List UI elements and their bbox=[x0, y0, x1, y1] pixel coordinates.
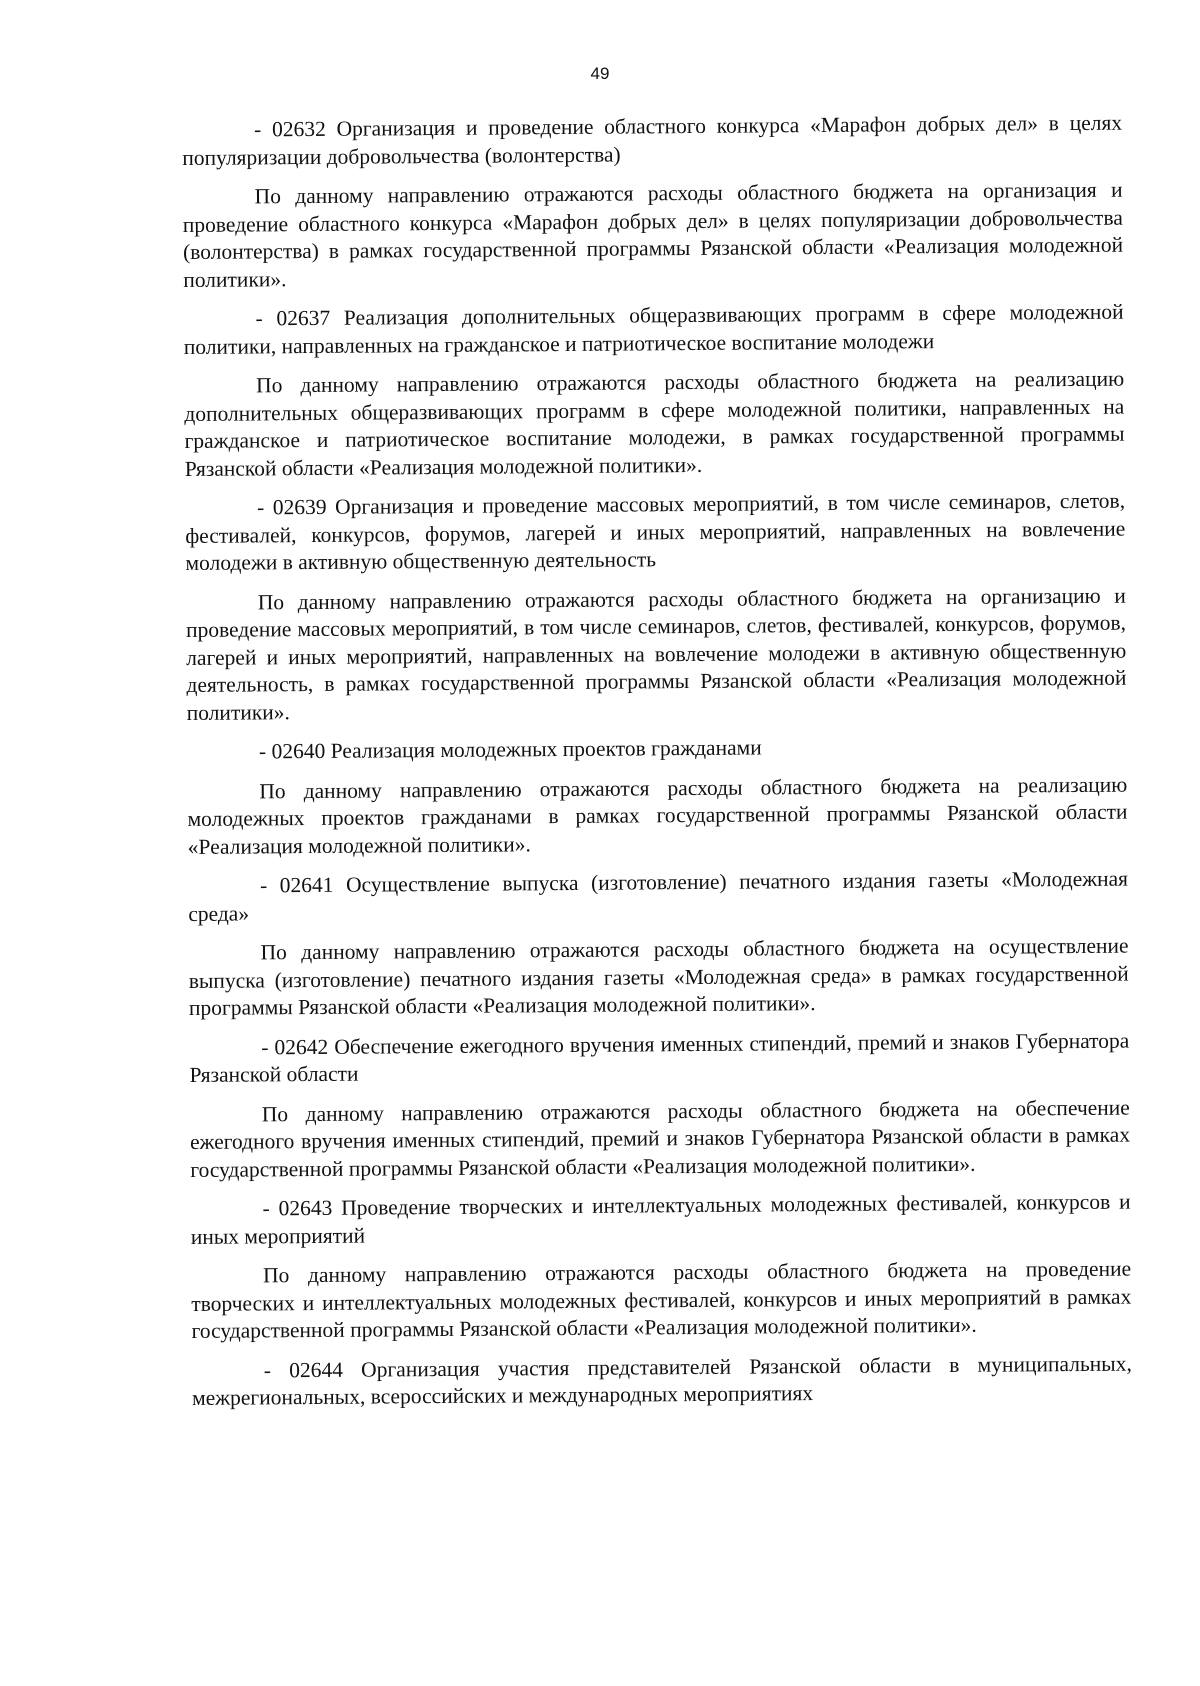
expense-description: По данному направлению отражаются расходы областного бюджета на обеспечение ежегодного вручения именных стипендий, премий и знаков Губернатора Рязанской области в рамках государственной программы Рязанской области «Реализация молодежной политики». bbox=[189, 1095, 1131, 1182]
expense-code-heading: - 02632 Организация и проведение областного конкурса «Марафон добрых дел» в целях популяризации добровольчества (волонтерства) bbox=[182, 110, 1123, 170]
expense-description: По данному направлению отражаются расходы областного бюджета на организацию и проведение массовых мероприятий, в том числе семинаров, слетов, фестивалей, конкурсов, форумов, лагерей и иных мероприятий, направленных на вовлечение молодежи в активную общественную деятельность, в рамках государственной программы Рязанской области «Реализация молодежной политики». bbox=[185, 583, 1127, 725]
page-number: 49 bbox=[590, 64, 610, 83]
expense-description: По данному направлению отражаются расходы областного бюджета на проведение творческих и интеллектуальных молодежных фестивалей, конкурсов и иных мероприятий в рамках государственной программы Рязанской области «Реализация молодежной политики». bbox=[191, 1256, 1132, 1343]
expense-description: По данному направлению отражаются расходы областного бюджета на осуществление выпуска (изготовление) печатного издания газеты «Молодежная среда» в рамках государственной программы Рязанской области «Реализация молодежной политики». bbox=[188, 933, 1129, 1020]
expense-code-heading: - 02644 Организация участия представителей Рязанской области в муниципальных, межрегиональных, всероссийских и международных мероприятиях bbox=[191, 1351, 1132, 1410]
expense-code-heading: - 02639 Организация и проведение массовых мероприятий, в том числе семинаров, слетов, фестивалей, конкурсов, форумов, лагерей и иных мероприятий, направленных на вовлечение молодежи в активную общественную деятельность bbox=[185, 488, 1126, 575]
document-body bbox=[182, 110, 1132, 1425]
expense-code-heading: - 02643 Проведение творческих и интеллектуальных молодежных фестивалей, конкурсов и иных мероприятий bbox=[190, 1189, 1131, 1249]
expense-code-heading: - 02640 Реализация молодежных проектов гражданами bbox=[258, 735, 762, 764]
expense-code-heading: - 02637 Реализация дополнительных общеразвивающих программ в сфере молодежной политики, направленных на гражданское и патриотическое воспитание молодежи bbox=[183, 299, 1124, 359]
expense-description: По данному направлению отражаются расходы областного бюджета на реализацию дополнительных общеразвивающих программ в сфере молодежной политики, направленных на гражданское и патриотическое воспитание молодежи, в рамках государственной программы Рязанской области «Реализация молодежной политики». bbox=[184, 366, 1125, 481]
expense-code-heading: - 02641 Осуществление выпуска (изготовление) печатного издания газеты «Молодежная среда» bbox=[188, 866, 1129, 926]
expense-description: По данному направлению отражаются расходы областного бюджета на организация и проведение областного конкурса «Марафон добрых дел» в целях популяризации добровольчества (волонтерства) в рамках государственной программы Рязанской области «Реализация молодежной политики». bbox=[182, 177, 1124, 292]
expense-description: По данному направлению отражаются расходы областного бюджета на реализацию молодежных проектов гражданами в рамках государственной программы Рязанской области «Реализация молодежной политики». bbox=[187, 772, 1128, 859]
expense-code-heading: - 02642 Обеспечение ежегодного вручения именных стипендий, премий и знаков Губернатора Рязанской области bbox=[189, 1028, 1130, 1087]
